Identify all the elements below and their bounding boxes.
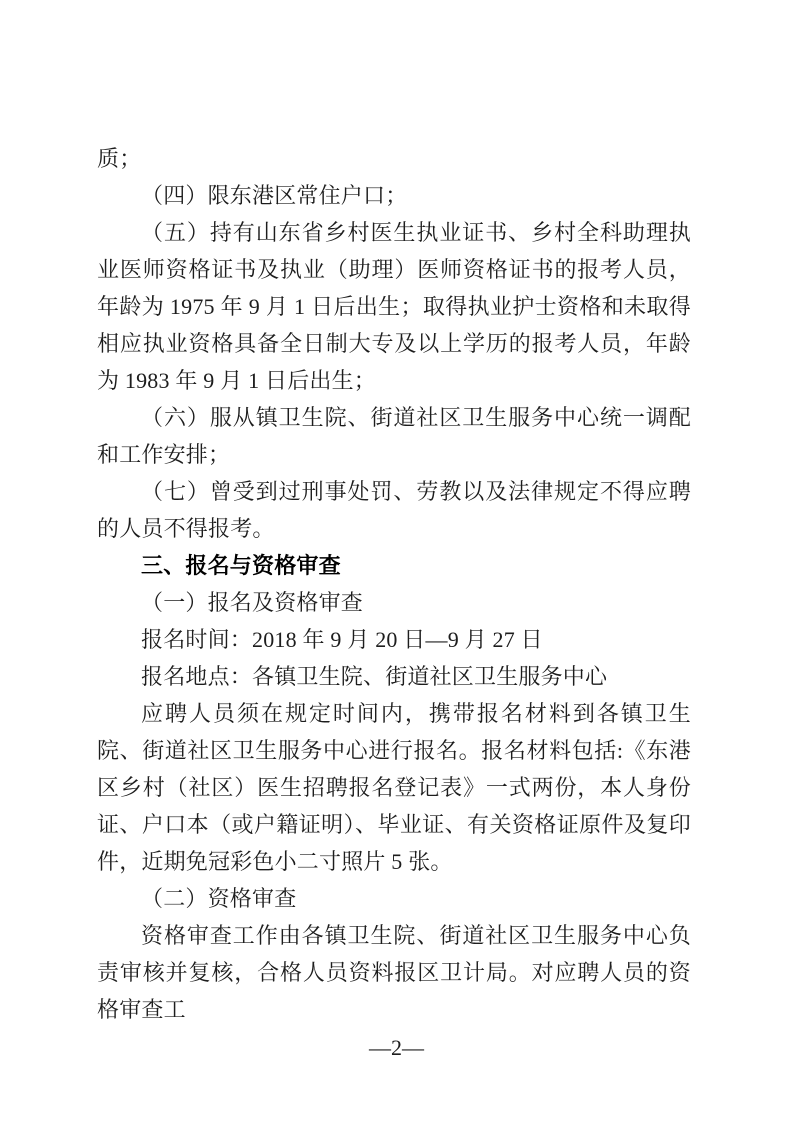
clause-seven: （七）曾受到过刑事处罚、劳教以及法律规定不得应聘的人员不得报考。 xyxy=(97,479,691,541)
registration-location-line: 报名地点：各镇卫生院、街道社区卫生服务中心 xyxy=(141,664,608,689)
paragraph-continuation-tail: 质； xyxy=(97,146,142,171)
clause-four: （四）限东港区常住户口； xyxy=(141,183,408,208)
application-materials-paragraph: 应聘人员须在规定时间内，携带报名材料到各镇卫生院、街道社区卫生服务中心进行报名。报名材料包括:《东港区乡村（社区）医生招聘报名登记表》一式两份，本人身份证、户口本（或户籍证明）、毕业证、有关资格证原件及复印件，近期免冠彩色小二寸照片 5 张。 xyxy=(97,701,691,874)
page-number: —2— xyxy=(369,1035,424,1060)
clause-five: （五）持有山东省乡村医生执业证书、乡村全科助理执业医师资格证书及执业（助理）医师资格证书的报考人员，年龄为 1975 年 9 月 1 日后出生；取得执业护士资格和未取得相应执业资格具备全日制大专及以上学历的报考人员，年龄为 1983 年 9 月 1 日后出生； xyxy=(97,220,691,393)
section-heading-registration: 三、报名与资格审查 xyxy=(141,553,341,578)
document-body xyxy=(97,140,691,1028)
clause-six: （六）服从镇卫生院、街道社区卫生服务中心统一调配和工作安排； xyxy=(97,405,691,467)
registration-time-line: 报名时间：2018 年 9 月 20 日—9 月 27 日 xyxy=(141,627,543,652)
subsection-heading-qualification-review: （二）资格审查 xyxy=(141,886,297,911)
qualification-review-paragraph: 资格审查工作由各镇卫生院、街道社区卫生服务中心负责审核并复核，合格人员资料报区卫计局。对应聘人员的资格审查工 xyxy=(97,923,691,1022)
subsection-heading-registration-review: （一）报名及资格审查 xyxy=(141,590,364,615)
